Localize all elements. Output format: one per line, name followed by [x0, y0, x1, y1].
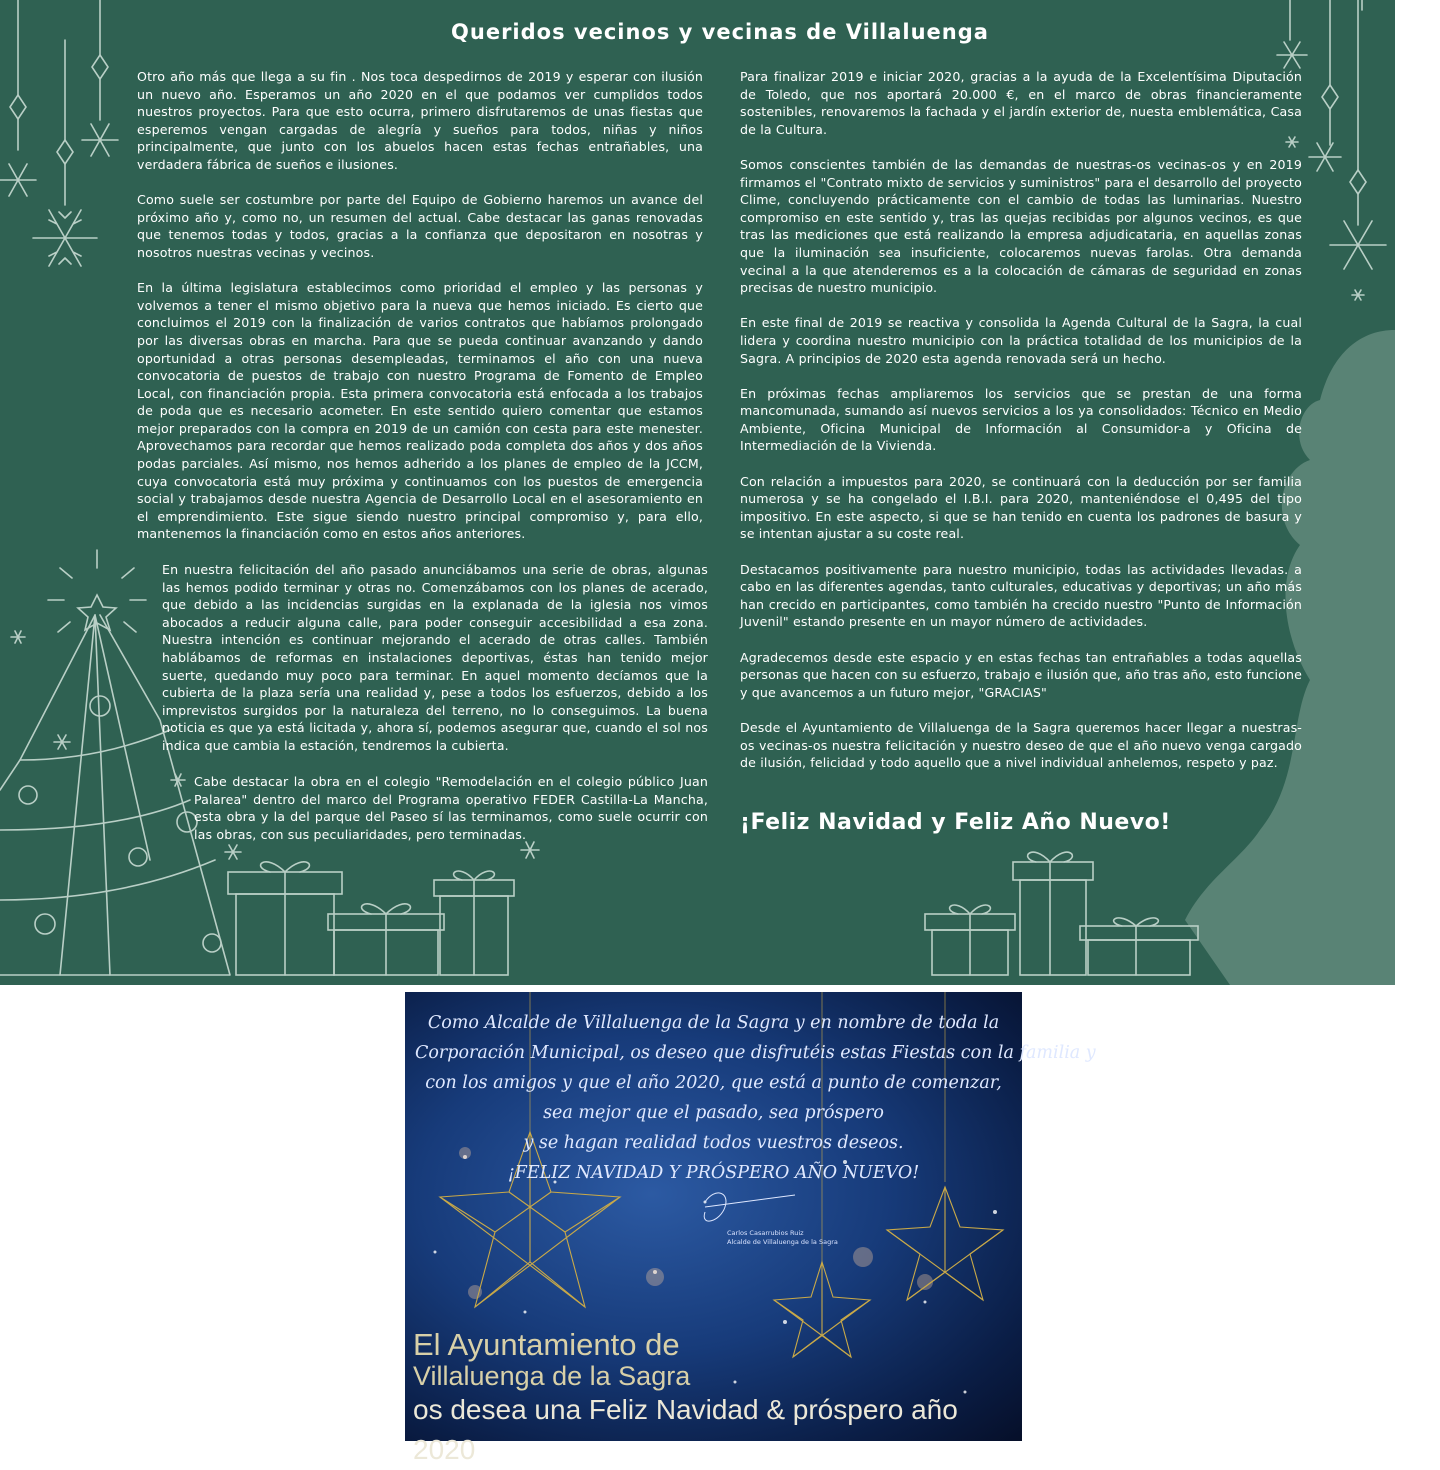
paragraph: Cabe destacar la obra en el colegio "Remodelación en el colegio público Juan Palarea" dentro del marco del Programa operativo FEDER Castilla-La Mancha, esta obra y la del parque del Paseo sí las terminamos, como suele ocurrir con las obras, con sus peculiaridades, pero terminadas.	[194, 774, 708, 842]
paragraph: Como suele ser costumbre por parte del Equipo de Gobierno haremos un avance del próximo año y, como no, un resumen del actual. Cabe destacar las ganas renovadas que tenemos todas y todos, gracias a la confianza que depositaron en nosotras y nosotros nuestras vecinas y vecinos.	[137, 192, 703, 260]
star-ornament-icon	[887, 1187, 1003, 1300]
card-footer	[413, 1328, 1022, 1470]
letter-right-column	[740, 68, 1302, 789]
paragraph: Con relación a impuestos para 2020, se continuará con la deducción por ser familia numerosa y se ha congelado el I.B.I. para 2020, manteniéndose el 0,495 del tipo impositivo. En este aspecto, si que se han tenido en cuenta los padrones de basura y se intentan ajustar a su coste real.	[740, 473, 1302, 542]
paragraph: Desde el Ayuntamiento de Villaluenga de la Sagra queremos hacer llegar a nuestras-os vecinas-os nuestra felicitación y nuestro deseo de que el año nuevo venga cargado de ilusión, felicidad y todo aquello que a nivel individual anhelemos, respeto y paz.	[740, 719, 1302, 771]
letter-left-column	[137, 68, 703, 561]
gift-box-icon	[228, 862, 514, 975]
paragraph: Agradecemos desde este espacio y en estas fechas tan entrañables a todas aquellas personas que hacen con su esfuerzo, trabajo e ilusión que, año tras año, esto funcione y que avancemos a un futuro mejor, "GRACIAS"	[740, 649, 1302, 700]
letter-left-column-obras	[162, 561, 708, 772]
paragraph: En este final de 2019 se reactiva y consolida la Agenda Cultural de la Sagra, la cual lidera y coordina nuestro municipio con la práctica totalidad de los municipios de la Sagra. A principios de 2020 esta agenda renovada será un hecho.	[740, 315, 1302, 366]
greeting-card	[405, 992, 1096, 1465]
card-message	[415, 1008, 1096, 1188]
letter-title: Queridos vecinos y vecinas de Villaluenga	[451, 20, 989, 44]
paragraph: En nuestra felicitación del año pasado anunciábamos una serie de obras, algunas las hemos podido terminar y otras no. Comenzábamos con los planes de acerado, que debido a las incidencias surgidas en la explanada de la iglesia nos vimos abocados a reducir alguna calle, para poder conseguir accesibilidad a esa zona. Nuestra intención es continuar mejorando el acerado de otras calles. También hablábamos de reformas en instalaciones deportivas, éstas han tenido mejor suerte, quedando muy poco para terminar. En aquel momento decíamos que la cubierta de la plaza sería una realidad y, pese a todos los esfuerzos, debido a los imprevistos surgidos por la naturaleza del terreno, no lo conseguimos. La buena noticia es que ya está licitada y, ahora sí, podemos asegurar que, cuando el sol nos indica que cambia la estación, tendremos la cubierta.	[162, 562, 708, 753]
card-message-line: Corporación Municipal, os deseo que disfrutéis estas Fiestas con la familia y	[415, 1043, 1096, 1063]
card-message-line: con los amigos y que el año 2020, que está a punto de comenzar,	[425, 1073, 1002, 1093]
paragraph: En próximas fechas ampliaremos los servicios que se prestan de una forma mancomunada, sumando así nuevos servicios a los ya consolidados: Técnico en Medio Ambiente, Oficina Municipal de Información al Consumidor-a y Oficina de Intermediación de la Vivienda.	[740, 385, 1302, 454]
signature-role: Alcalde de Villaluenga de la Sagra	[727, 1238, 838, 1246]
card-footer-line: Villaluenga de la Sagra	[413, 1361, 691, 1391]
paragraph: Otro año más que llega a su fin . Nos toca despedirnos de 2019 y esperar con ilusión un nuevo año. Esperamos un año 2020 en el que podamos ver cumplidos todos nuestros proyectos. Para que esto ocurra, primero disfrutaremos de unas fiestas que esperemos vengan cargadas de alegría y sueños para todos, niñas y niños principalmente, que junto con los abuelos hacen estas fechas entrañables, una verdadera fábrica de sueños e ilusiones.	[137, 69, 703, 172]
signature-block	[727, 1229, 838, 1247]
card-footer-line: os desea una Feliz Navidad & próspero año 2020	[413, 1394, 958, 1465]
closing-greeting: ¡Feliz Navidad y Feliz Año Nuevo!	[740, 810, 1171, 835]
signature-scribble	[704, 1193, 795, 1221]
card-message-line: Como Alcalde de Villaluenga de la Sagra y en nombre de toda la	[427, 1013, 1000, 1033]
card-message-line: y se hagan realidad todos vuestros deseos.	[523, 1133, 904, 1153]
letter-left-column-colegio	[194, 773, 708, 861]
card-message-line: ¡FELIZ NAVIDAD Y PRÓSPERO AÑO NUEVO!	[507, 1163, 920, 1183]
signature-name: Carlos Casarrubios Ruiz	[727, 1229, 804, 1237]
paragraph: Somos conscientes también de las demandas de nuestras-os vecinas-os y en 2019 firmamos el "Contrato mixto de servicios y suministros" para el desarrollo del proyecto Clime, concluyendo prácticamente con el cambio de todas las luminarias. Nuestro compromiso en este sentido y, tras las quejas recibidas por algunos vecinos, es que tras las mediciones que está realizando la empresa adjudicataria, en aquellas zonas que la iluminación sea insuficiente, colocaremos nuevas farolas. Otra demanda vecinal a la que atenderemos es a la colocación de cámaras de seguridad en zonas precisas de nuestro municipio.	[740, 156, 1302, 296]
paragraph: Para finalizar 2019 e iniciar 2020, gracias a la ayuda de la Excelentísima Diputación de Toledo, que nos aportará 20.000 €, en el marco de obras financieramente sostenibles, renovaremos la fachada y el jardín exterior de, nuesta emblemática, Casa de la Cultura.	[740, 69, 1302, 137]
card-message-line: sea mejor que el pasado, sea próspero	[543, 1103, 884, 1123]
card-footer-line: El Ayuntamiento de	[413, 1327, 680, 1362]
gift-box-icon	[925, 852, 1198, 975]
paragraph: En la última legislatura establecimos como prioridad el empleo y las personas y volvemos a tener el mismo objetivo para la nueva que hemos iniciado. Es cierto que concluimos el 2019 con la finalización de varios contratos que habíamos prolongado por las diversas obras en marcha. Para que se pueda continuar avanzando y dando oportunidad a otras personas desempleadas, terminamos el año con una nueva convocatoria de puestos de trabajo con nuestro Programa de Fomento de Empleo Local, con financiación propia. Esta primera convocatoria está enfocada a los trabajos de poda que es necesario acometer. En este sentido quiero comentar que estamos mejor preparados con la compra en 2019 de un camión con cesta para este menester. Aprovechamos para recordar que hemos realizado poda completa dos años y dos años podas parciales. Así mismo, nos hemos adherido a los planes de empleo de la JCCM, cuya convocatoria está muy próxima y continuamos con los puestos de emergencia social y trabajamos desde nuestra Agencia de Desarrollo Local en el asesoramiento en el emprendimiento. Este sigue siendo nuestro principal compromiso y, para ello, mantenemos la financiación como en estos años anteriores.	[137, 280, 703, 542]
paragraph: Destacamos positivamente para nuestro municipio, todas las actividades llevadas. a cabo en las diferentes agendas, tanto culturales, educativas y deportivas; un año más han crecido en participantes, como también ha crecido nuestro "Punto de Información Juvenil" estando presente en un mayor número de actividades.	[740, 561, 1302, 630]
